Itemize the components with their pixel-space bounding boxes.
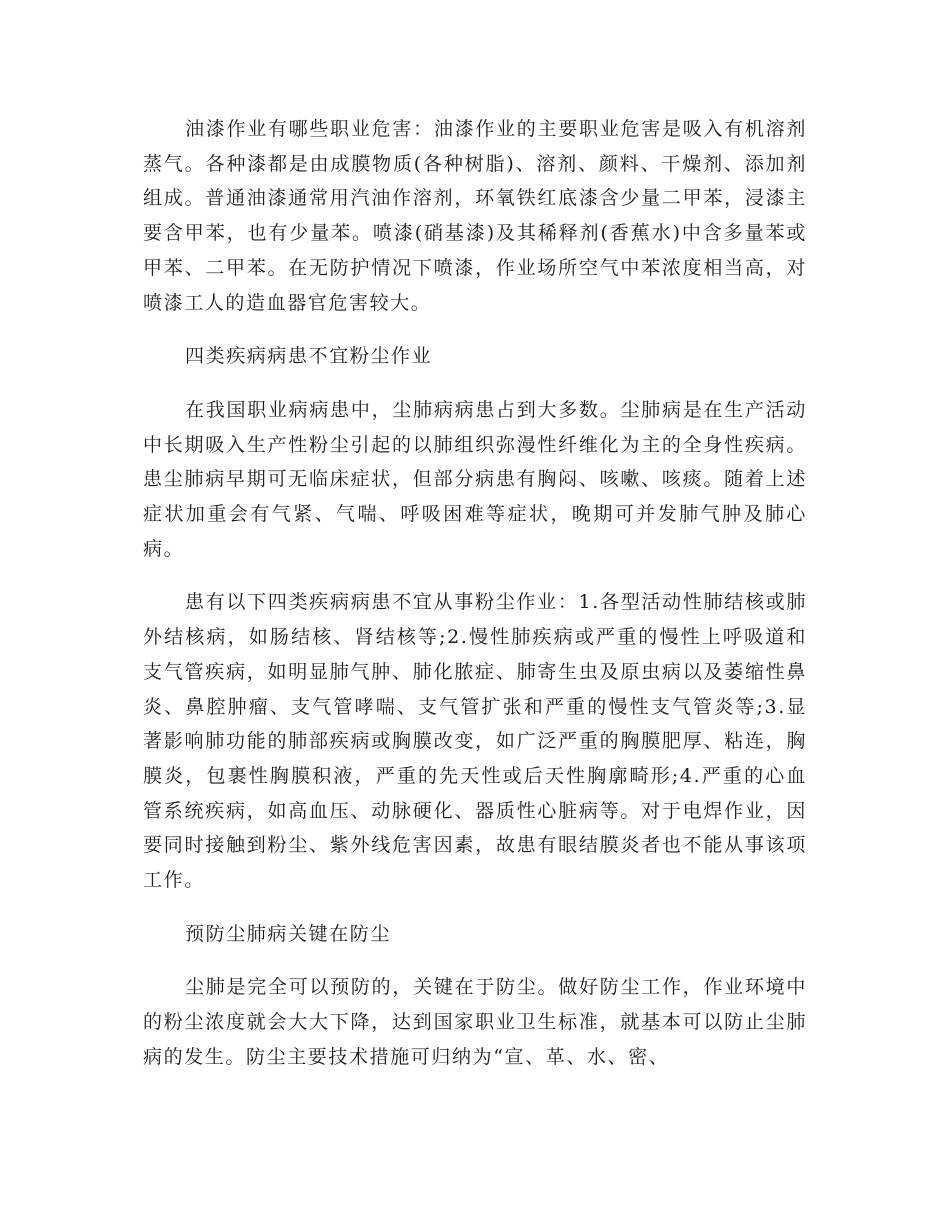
paragraph-dust-prevention: 尘肺是完全可以预防的，关键在于防尘。做好防尘工作，作业环境中的粉尘浓度就会大大下降，达到国家职业卫生标准，就基本可以防止尘肺病的发生。防尘主要技术措施可归纳为“宣、革、水、密、 (143, 976, 807, 1068)
section-heading-dust-prevention: 预防尘肺病关键在防尘 (185, 922, 392, 945)
paragraph-paint-hazards: 油漆作业有哪些职业危害：油漆作业的主要职业危害是吸入有机溶剂蒸气。各种漆都是由成膜物质(各种树脂)、溶剂、颜料、干燥剂、添加剂组成。普通油漆通常用汽油作溶剂，环氧铁红底漆含少量二甲苯，浸漆主要含甲苯，也有少量苯。喷漆(硝基漆)及其稀释剂(香蕉水)中含多量苯或甲苯、二甲苯。在无防护情况下喷漆，作业场所空气中苯浓度相当高，对喷漆工人的造血器官危害较大。 (143, 118, 807, 314)
document-page (143, 112, 807, 1094)
paragraph-pneumoconiosis-overview: 在我国职业病病患中，尘肺病病患占到大多数。尘肺病是在生产活动中长期吸入生产性粉尘引起的以肺组织弥漫性纤维化为主的全身性疾病。患尘肺病早期可无临床症状，但部分病患有胸闷、咳嗽、咳痰。随着上述症状加重会有气紧、气喘、呼吸困难等症状，晚期可并发肺气肿及肺心病。 (143, 398, 807, 560)
section-heading-dust-contraindications: 四类疾病病患不宜粉尘作业 (185, 345, 433, 368)
paragraph-four-disease-types: 患有以下四类疾病病患不宜从事粉尘作业：1.各型活动性肺结核或肺外结核病，如肠结核、肾结核等;2.慢性肺疾病或严重的慢性上呼吸道和支气管疾病，如明显肺气肿、肺化脓症、肺寄生虫及原虫病以及萎缩性鼻炎、鼻腔肿瘤、支气管哮喘、支气管扩张和严重的慢性支气管炎等;3.显著影响肺功能的肺部疾病或胸膜改变，如广泛严重的胸膜肥厚、粘连，胸膜炎，包裹性胸膜积液，严重的先天性或后天性胸廓畸形;4.严重的心血管系统疾病，如高血压、动脉硬化、器质性心脏病等。对于电焊作业，因要同时接触到粉尘、紫外线危害因素，故患有眼结膜炎者也不能从事该项工作。 (143, 591, 807, 892)
